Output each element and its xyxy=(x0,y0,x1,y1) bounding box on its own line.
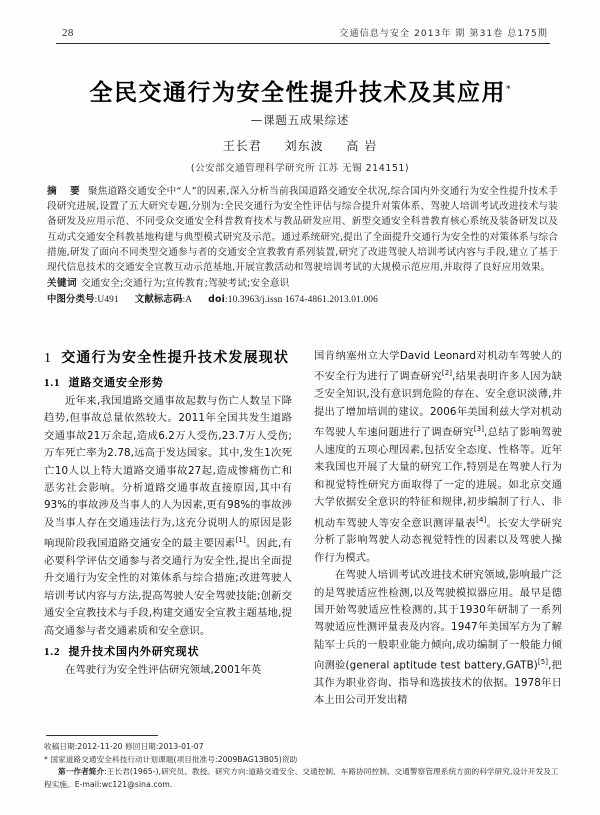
body-columns xyxy=(44,348,562,738)
section-1-number: 1 xyxy=(44,351,53,366)
author-affiliation: (公安部交通管理科学研究所 江苏 无锡 214151) xyxy=(190,163,410,174)
rc-p1c: ,总结了影响驾驶人速度的五项心理因素,包括安全态度、性格等。近年来我国也开展了大量的研究工作,特别是在驾驶人行为和视觉特性研究方面取得了一定的进展。如北京交通大学依据安全意识的特征和规律,初步编制了行人、非机动车驾驶人等安全意识测评量表 xyxy=(314,426,563,529)
author-3: 高 岩 xyxy=(346,139,378,153)
rc-p1d: 。长安大学研究分析了影响驾驶人动态视觉特性的因素以及驾驶人操作行为模式。 xyxy=(314,516,563,564)
rc-citation-4: [4] xyxy=(476,515,487,524)
author-list xyxy=(0,137,600,154)
doc-code-segment: 文献标志码:A xyxy=(134,294,193,306)
rc-p1a: 国肯纳塞州立大学David Leonard对机动车驾驶人的不安全行为进行了调查研究 xyxy=(314,350,562,383)
section-1-2-title: 提升技术国内外研究现状 xyxy=(68,645,200,659)
journal-issue-line: 交通信息与安全 2013年 期 第31卷 总175期 xyxy=(339,29,548,39)
section-1-1-heading xyxy=(44,373,292,393)
footnote-author-bio xyxy=(44,766,562,790)
rc-citation-2: [2] xyxy=(441,369,453,378)
abstract-paragraph xyxy=(47,184,558,275)
section-1-2-number: 1.2 xyxy=(44,646,61,659)
page-folio-number: 28 xyxy=(62,27,74,39)
author-bio-label: 第一作者简介 xyxy=(58,767,105,777)
doc-code-label: 文献标志码 xyxy=(134,294,183,306)
s11-p1a: 近年来,我国道路交通事故起数与伤亡人数呈下降趋势,但事故总量依然较大。2011年全国共发生道路交通事故21万余起,造成6.2万人受伤,23.7万人受伤;万车死亡率为2.78,远高于发达国家。其中,发生1次死亡10人以上特大道路交通事故27起,造成惨痛伤亡和恶劣社会影响。分析道路交通事故直接原因,其中有93%的事故涉及当事人的人为因素,更有98%的事故涉及当事人存在交通违法行为,这充分说明人的原因是影响现阶段我国道路交通安全的最主要因素 xyxy=(44,395,292,550)
keywords-label: 关键词 xyxy=(47,278,77,290)
author-bio-text: :王长君(1965-),研究员、教授。研究方向:道路交通安全、交通控制、车路协同控制、交通警察管理系统方面的科学研究,设计开发及工程实施。E-mail:wc121@sina.com. xyxy=(44,767,559,789)
title-footnote-marker: * xyxy=(506,84,511,95)
footnote-rule xyxy=(46,735,158,736)
author-2: 刘东波 xyxy=(284,139,324,153)
header-rule xyxy=(56,43,550,44)
section-1-2-paragraph: 在驾驶行为安全性评估研究领域,2001年英 xyxy=(65,664,262,677)
doi-value: 10.3963/j.issn 1674-4861.2013.01.006 xyxy=(227,295,378,306)
abstract-block xyxy=(47,184,558,309)
section-1-1-number: 1.1 xyxy=(44,377,61,389)
author-1: 王长君 xyxy=(222,139,262,153)
clc-segment: 中图分类号:U491 xyxy=(47,294,119,306)
abstract-text: 聚焦道路交通安全中“人”的因素,深入分析当前我国道路交通安全状况,综合国内外交通行为安全性提升技术手段研究进展,设置了五大研究专题,分别为:全民交通行为安全性评估与综合提升对策体系、驾驶人培训考试改进技术与装备研发及应用示范、不同受众交通安全科普教育技术与教品研发应用、新型交通安全科普教育核心系统及装备研发以及互动式交通安全科教基地构建与典型模式研究及示范。通过系统研究,提出了全面提升交通行为安全性的对策体系与综合措施,研发了面向不同类型交通参与者的交通安全宣教教育系列装置,研究了改进驾驶人培训考试内容与手段,建立了基于现代信息技术的交通安全宣教互动示范基地,开展宣教活动和驾驶培训考试的大规模示范应用,并取得了良好应用效果。 xyxy=(47,186,558,274)
right-column-paragraph-2 xyxy=(314,567,562,710)
classification-line xyxy=(47,292,558,308)
abstract-label: 摘 要 xyxy=(47,186,85,197)
footnote-funding: * 国家道路交通安全科技行动计划课题(项目批准号:2009BAG13B05)资助 xyxy=(44,754,298,764)
s11-citation-1: [1] xyxy=(235,536,246,545)
article-title xyxy=(0,74,600,107)
section-1-1-paragraph xyxy=(44,393,292,640)
section-1-title: 交通行为安全性提升技术发展现状 xyxy=(61,350,290,366)
doc-code-value: A xyxy=(185,295,193,306)
rc-p1b: ,结果表明许多人因为缺乏安全知识,没有意识到危险的存在、安全意识淡薄,并提出了增加培训的建议。2006年美国利兹大学对机动车驾驶人车速问题进行了调查研究 xyxy=(314,370,562,439)
doi-segment: doi:10.3963/j.issn 1674-4861.2013.01.006 xyxy=(208,294,378,306)
footnote-received-date: 收稿日期:2012-11-20 修回日期:2013-01-07 xyxy=(44,742,204,751)
doi-label: doi xyxy=(208,294,225,306)
rc-citation-5: [5] xyxy=(537,658,549,667)
right-column xyxy=(314,348,562,738)
rc-p2b: ,把其作为职业咨询、指导和选拔技术的依据。1978年日本上田公司开发出精 xyxy=(314,659,562,707)
keywords-line xyxy=(47,276,558,291)
section-1-1-title: 道路交通安全形势 xyxy=(68,376,164,389)
running-head xyxy=(52,26,548,39)
rc-p2a: 在驾驶人培训考试改进技术研究领域,影响最广泛的是驾驶适应性检测,以及驾驶模拟器应用。最早是德国开始驾驶适应性检测的,其于1930年研制了一系列驾驶适应性测评量表及内容。1947年美国军方为了解陆军士兵的一般职业能力倾向,成功编制了一般能力倾向测验(general aptitude test battery,GATB) xyxy=(314,569,562,672)
left-column xyxy=(44,348,292,738)
keywords-text: 交通安全;交通行为;宣传教育;驾驶考试;安全意识 xyxy=(80,278,290,290)
right-column-paragraph-1 xyxy=(314,348,562,567)
clc-label: 中图分类号 xyxy=(47,294,95,306)
section-1-heading xyxy=(44,348,292,369)
article-title-text: 全民交通行为安全性提升技术及其应用 xyxy=(89,80,506,106)
s11-p1b: 。因此,有必要科学评估交通参与者交通行为安全性,提出全面提升交通行为安全性的对策体系与综合措施;改进驾驶人培训考试内容与方法,提高驾驶人安全驾驶技能;创新交通安全宣教技术与手段,构建交通安全宣教主题基地,提高交通参与者交通素质和安全意识。 xyxy=(44,537,292,637)
clc-value: U491 xyxy=(97,295,119,306)
section-1-2-heading xyxy=(44,642,292,662)
footnote-block xyxy=(44,741,562,791)
rc-citation-3: [3] xyxy=(473,425,485,434)
article-subtitle: —课题五成果综述 xyxy=(250,113,350,127)
